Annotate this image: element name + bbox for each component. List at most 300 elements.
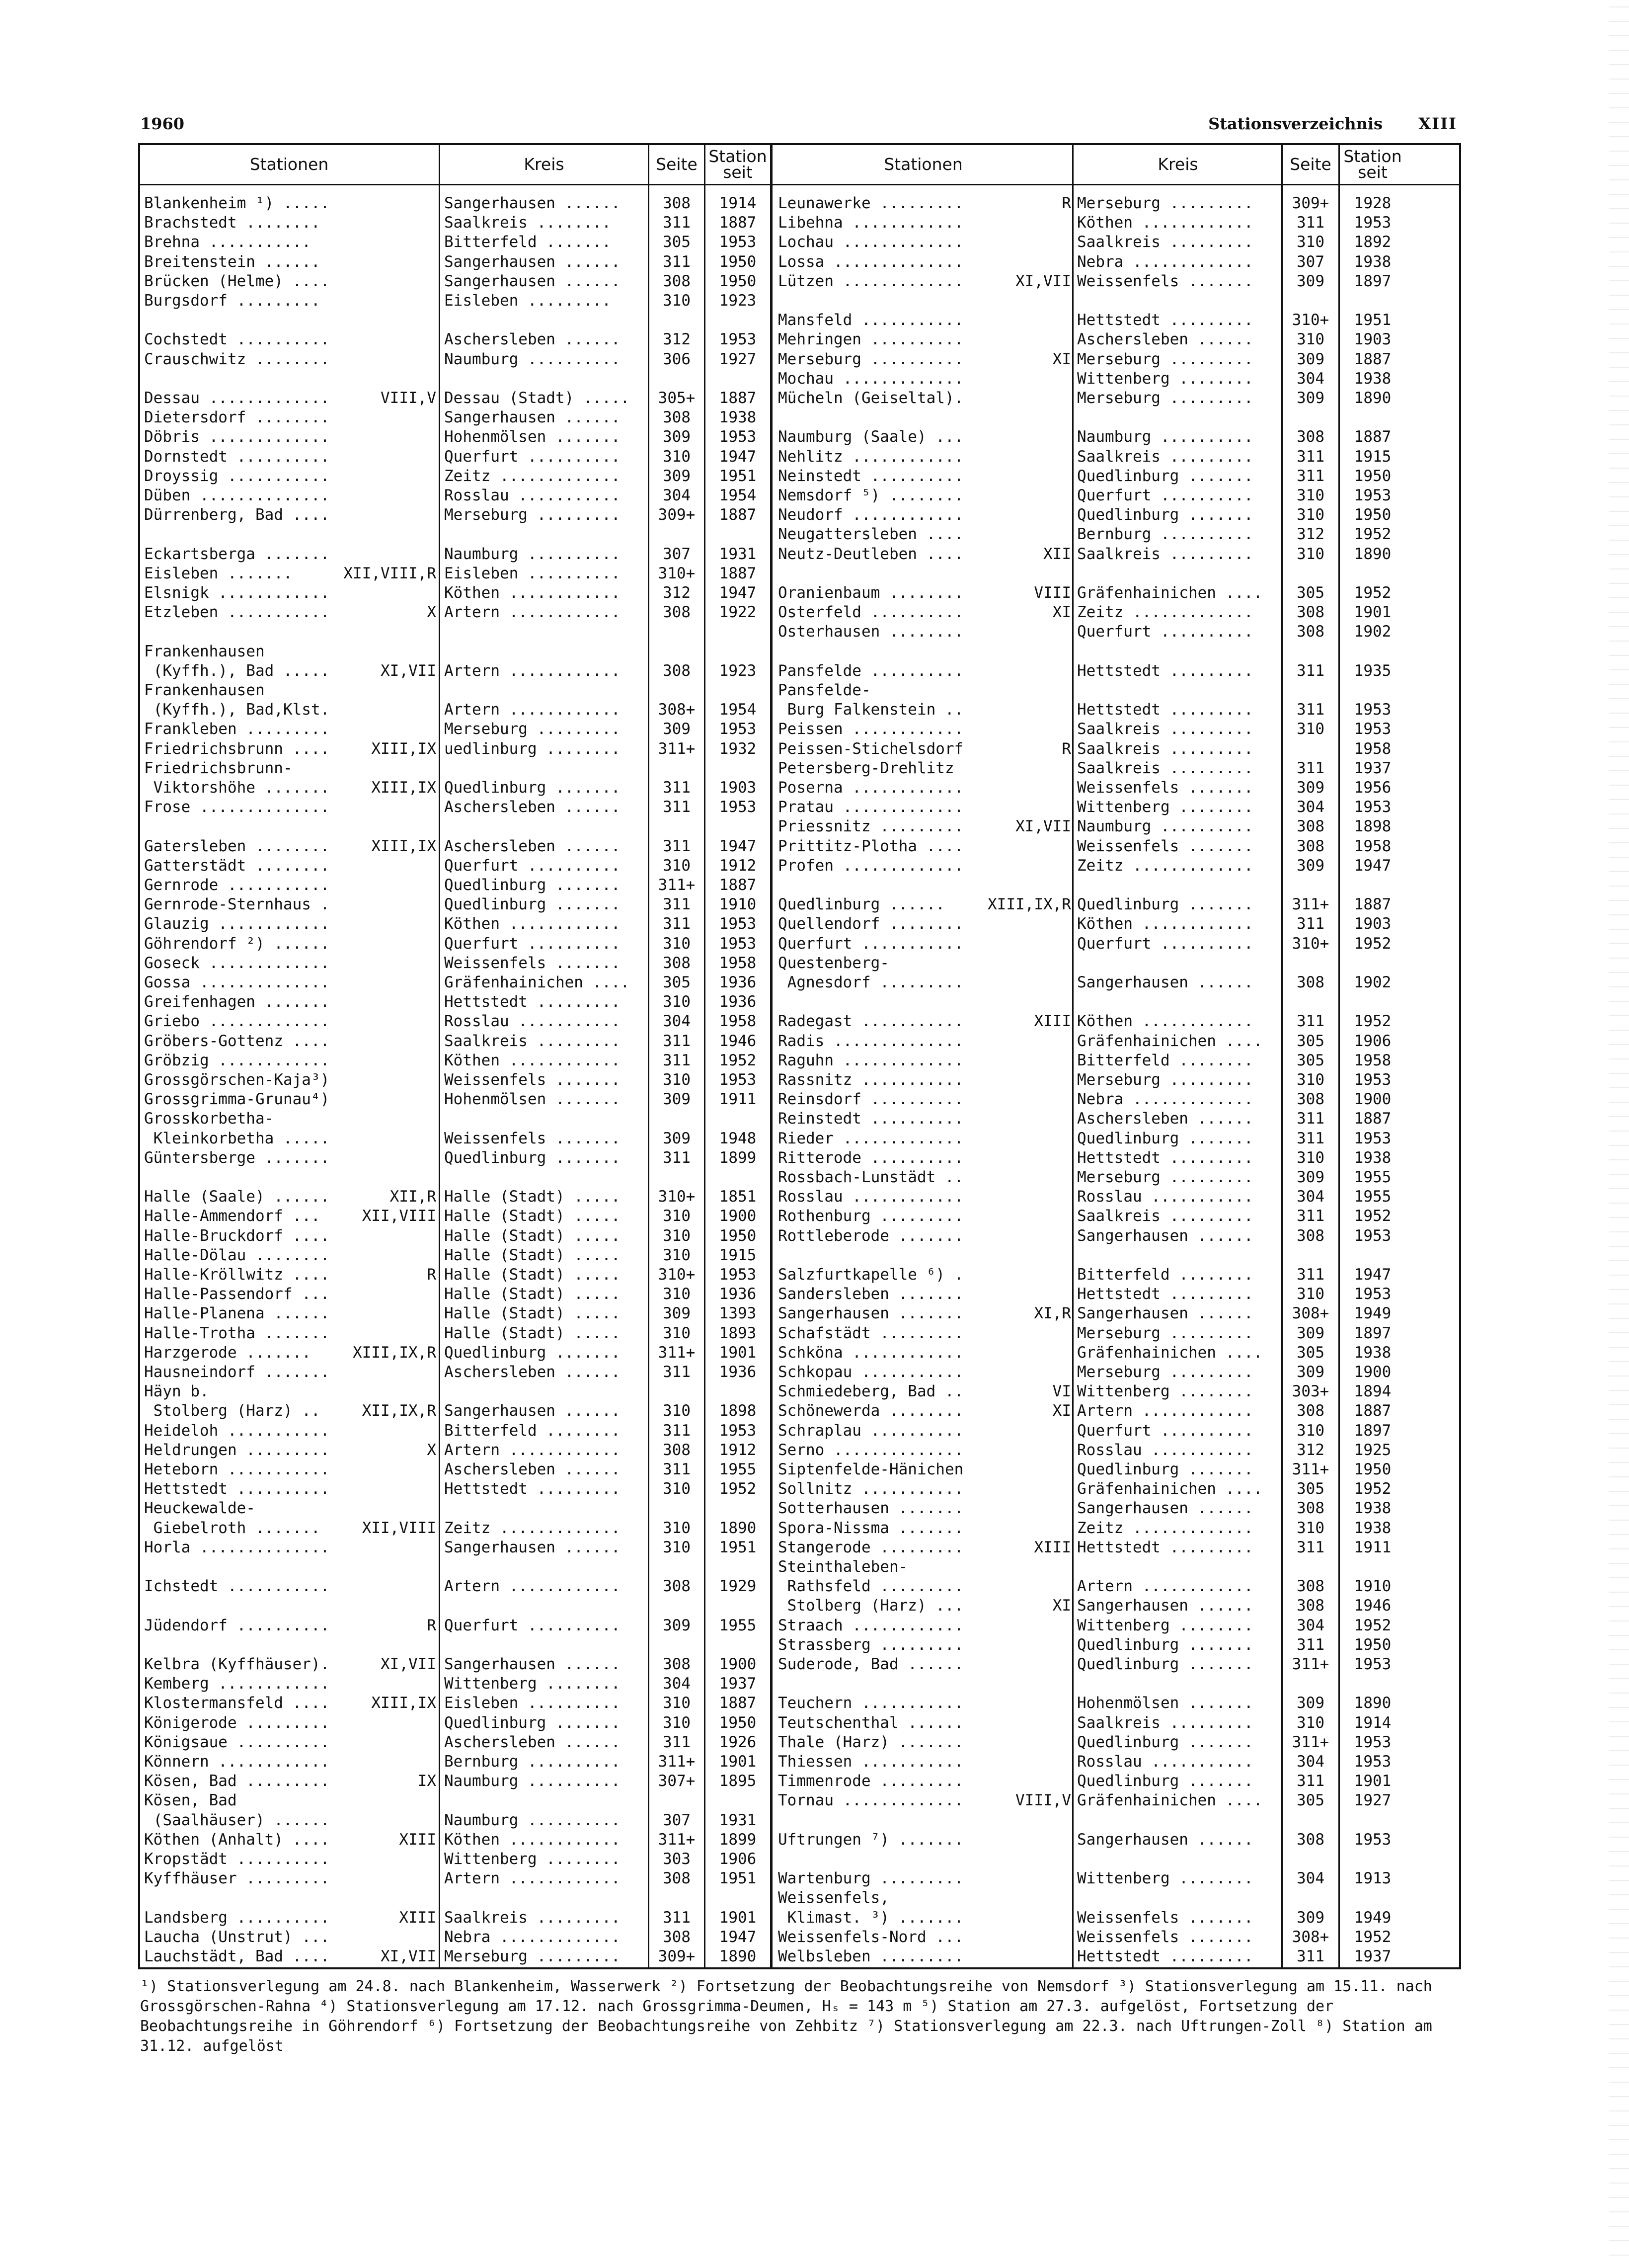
kreis-name: Merseburg ......... (444, 720, 621, 738)
station-name: Kelbra (Kyffhäuser). (144, 1655, 330, 1673)
kreis-name: Hettstedt ......... (1077, 1285, 1253, 1303)
station-since: 1953 (1354, 1071, 1392, 1089)
station-name: Sollnitz ........... (778, 1480, 964, 1498)
page-ref: 311 (663, 837, 691, 855)
station-since: 1950 (1354, 1635, 1392, 1654)
station-name: Rossbach-Lunstädt .. (778, 1168, 964, 1186)
page-ref: 305 (1297, 1343, 1324, 1362)
kreis-name: Querfurt .......... (444, 447, 621, 466)
kreis-name: Querfurt .......... (444, 934, 621, 953)
station-name: Neutz-Deutleben .... (778, 545, 964, 563)
kreis-name: Quedlinburg ....... (1077, 1772, 1253, 1790)
kreis-name: Quedlinburg ....... (1077, 1655, 1253, 1673)
kreis-name: Eisleben .......... (444, 1694, 621, 1712)
kreis-name: Naumburg .......... (444, 545, 621, 563)
kreis-name: Sangerhausen ...... (1077, 1226, 1253, 1245)
station-since: 1938 (1354, 1343, 1392, 1362)
page-ref: 310 (663, 1285, 691, 1303)
col-header-station-right: Stationen (884, 155, 963, 174)
station-since: 1914 (719, 194, 757, 212)
kreis-name: Saalkreis ......... (1077, 1713, 1253, 1732)
kreis-name: Hettstedt ......... (444, 993, 621, 1011)
station-since: 1937 (719, 1675, 757, 1693)
station-name: Droyssig ........... (144, 467, 330, 485)
station-mark: XIII,IX (371, 1694, 436, 1712)
col-header-seit-line1: Station (1343, 147, 1402, 166)
table-row (140, 1460, 1459, 1479)
header-separator (140, 184, 1459, 185)
kreis-name: Aschersleben ...... (444, 1460, 621, 1478)
page-ref: 311 (663, 1908, 691, 1927)
page-ref: 308 (663, 1869, 691, 1888)
page-ref: 310 (1297, 545, 1324, 563)
page-ref: 310 (663, 1694, 691, 1712)
station-since: 1915 (1354, 447, 1392, 466)
station-since: 1953 (719, 1266, 757, 1284)
kreis-name: uedlinburg ........ (444, 739, 621, 758)
table-row (140, 1557, 1459, 1577)
station-since: 1900 (719, 1655, 757, 1673)
page-ref: 308 (1297, 1830, 1324, 1849)
station-name: Dessau ............. (144, 389, 330, 407)
station-since: 1892 (1354, 233, 1392, 251)
station-mark: XI (1052, 603, 1071, 622)
station-since: 1893 (719, 1324, 757, 1342)
station-name: Schköna ............ (778, 1343, 964, 1362)
page-ref: 310+ (658, 1188, 696, 1206)
page-ref: 309 (1297, 856, 1324, 875)
station-mark: X (427, 603, 436, 622)
station-since: 1914 (1354, 1713, 1392, 1732)
kreis-name: Zeitz ............. (1077, 1519, 1253, 1537)
station-name: Horla .............. (144, 1538, 330, 1556)
station-mark: R (1062, 194, 1071, 212)
station-name: Agnesdorf ......... (778, 973, 964, 991)
kreis-name: Saalkreis ......... (1077, 1207, 1253, 1225)
kreis-name: Naumburg .......... (1077, 428, 1253, 446)
station-name: Göhrendorf ²) ...... (144, 934, 330, 953)
kreis-name: Merseburg ......... (1077, 389, 1253, 407)
station-name: Quedlinburg ...... (778, 895, 945, 914)
station-since: 1895 (719, 1772, 757, 1790)
kreis-name: Bitterfeld ....... (444, 233, 611, 251)
page-ref: 311 (663, 1148, 691, 1167)
station-since: 1937 (1354, 1947, 1392, 1965)
station-name: Kösen, Bad ......... (144, 1772, 330, 1790)
table-row (140, 1655, 1459, 1674)
station-since: 1901 (719, 1343, 757, 1362)
page-ref: 308 (663, 1655, 691, 1673)
station-name: Serno .............. (778, 1441, 964, 1459)
page-ref: 308 (663, 194, 691, 212)
page-ref: 309 (1297, 1363, 1324, 1381)
station-name: Eckartsberga ....... (144, 545, 330, 563)
station-name: Gernrode ........... (144, 876, 330, 894)
kreis-name: Rosslau ........... (1077, 1441, 1253, 1459)
kreis-name: Quedlinburg ....... (1077, 1460, 1253, 1478)
kreis-name: Quedlinburg ....... (444, 1713, 621, 1732)
table-row (140, 1674, 1459, 1694)
station-name: Burg Falkenstein .. (778, 701, 964, 719)
kreis-name: Weissenfels ....... (1077, 272, 1253, 290)
station-since: 1950 (719, 272, 757, 290)
station-name: Timmenrode ......... (778, 1772, 964, 1790)
kreis-name: Weissenfels ....... (444, 1129, 621, 1147)
page-ref: 309 (1297, 779, 1324, 797)
page-ref: 310 (663, 1538, 691, 1556)
page-ref: 310 (663, 856, 691, 875)
page-ref: 310 (663, 1713, 691, 1732)
station-since: 1955 (719, 1460, 757, 1478)
station-name: Königerode ......... (144, 1713, 330, 1732)
station-since: 1947 (1354, 856, 1392, 875)
station-mark: XI,VII (381, 661, 436, 680)
station-since: 1954 (719, 486, 757, 504)
kreis-name: Hohenmölsen ....... (444, 1090, 621, 1109)
kreis-name: Halle (Stadt) ..... (444, 1207, 621, 1225)
station-since: 1897 (1354, 1421, 1392, 1440)
station-since: 1901 (1354, 1772, 1392, 1790)
station-name: Prittitz-Plotha .... (778, 837, 964, 855)
kreis-name: Merseburg ......... (1077, 1168, 1253, 1186)
station-since: 1911 (1354, 1538, 1392, 1556)
table-row (140, 1830, 1459, 1850)
kreis-name: Quedlinburg ....... (444, 895, 621, 914)
table-row (140, 545, 1459, 564)
page-ref: 310 (663, 1226, 691, 1245)
station-name: Rottleberode ....... (778, 1226, 964, 1245)
station-name: Sangerhausen ....... (778, 1304, 964, 1323)
kreis-name: Bitterfeld ........ (1077, 1266, 1253, 1284)
station-since: 1903 (719, 779, 757, 797)
page-ref: 310 (1297, 233, 1324, 251)
station-since: 1936 (719, 1363, 757, 1381)
page-ref: 307 (663, 1811, 691, 1829)
page-ref: 308 (1297, 603, 1324, 622)
table-row (140, 194, 1459, 213)
station-since: 1947 (719, 584, 757, 602)
station-name: Laucha (Unstrut) ... (144, 1928, 330, 1946)
station-since: 1953 (1354, 1129, 1392, 1147)
kreis-name: Hettstedt ......... (1077, 1538, 1253, 1556)
table-row (140, 505, 1459, 525)
station-since: 1902 (1354, 973, 1392, 991)
table-row (140, 1772, 1459, 1791)
page-ref: 311 (1297, 214, 1324, 232)
station-mark: XIII,IX,R (353, 1343, 436, 1362)
station-since: 1887 (1354, 1110, 1392, 1128)
station-name: Siptenfelde-Hänichen (778, 1460, 964, 1478)
table-row (140, 1187, 1459, 1207)
page-ref: 312 (1297, 525, 1324, 544)
kreis-name: Nebra ............. (1077, 252, 1253, 271)
kreis-name: Gräfenhainichen .... (1077, 584, 1263, 602)
kreis-name: Querfurt .......... (444, 1616, 621, 1634)
station-name: Kemberg ............ (144, 1675, 330, 1693)
station-name: Halle-Ammendorf ... (144, 1207, 320, 1225)
kreis-name: Merseburg ......... (1077, 1363, 1253, 1381)
page-ref: 310 (663, 292, 691, 310)
kreis-name: Bitterfeld ........ (444, 1421, 621, 1440)
station-since: 1938 (1354, 1519, 1392, 1537)
kreis-name: Wittenberg ........ (1077, 369, 1253, 388)
station-name: Gossa .............. (144, 973, 330, 991)
station-name: Naumburg (Saale) ... (778, 428, 964, 446)
station-since: 1913 (1354, 1869, 1392, 1888)
table-row (140, 1850, 1459, 1869)
station-since: 1887 (719, 1694, 757, 1712)
station-name: Kleinkorbetha ..... (144, 1129, 330, 1147)
table-row (140, 934, 1459, 954)
station-name: Breitenstein ...... (144, 252, 320, 271)
page-ref: 310 (1297, 1713, 1324, 1732)
page-ref: 309 (663, 1090, 691, 1109)
kreis-name: Querfurt .......... (1077, 934, 1253, 953)
kreis-name: Köthen ............ (1077, 915, 1253, 933)
table-row (140, 350, 1459, 369)
page-ref: 311 (1297, 467, 1324, 485)
table-row (140, 1694, 1459, 1713)
station-since: 1953 (1354, 701, 1392, 719)
station-since: 1887 (719, 876, 757, 894)
station-since: 1936 (719, 993, 757, 1011)
station-name: Querfurt ........... (778, 934, 964, 953)
page-ref: 308 (1297, 973, 1324, 991)
station-since: 1956 (1354, 779, 1392, 797)
station-name: Mücheln (Geiseltal). (778, 389, 964, 407)
station-name: Schönewerda ........ (778, 1402, 964, 1420)
table-row (140, 233, 1459, 252)
page-ref: 309+ (1292, 194, 1329, 212)
station-since: 1911 (719, 1090, 757, 1109)
page-ref: 310 (1297, 486, 1324, 504)
station-name: Mehringen .......... (778, 330, 964, 349)
table-row (140, 1752, 1459, 1772)
kreis-name: Querfurt .......... (1077, 1421, 1253, 1440)
page-ref: 308 (663, 603, 691, 622)
station-name: Profen ............. (778, 856, 964, 875)
page-ref: 311 (1297, 1207, 1324, 1225)
page-ref: 311 (1297, 1012, 1324, 1031)
station-since: 1899 (719, 1148, 757, 1167)
page-ref: 311 (1297, 1110, 1324, 1128)
station-since: 1887 (719, 564, 757, 582)
station-name: Petersberg-Drehlitz (778, 759, 964, 777)
station-name: Crauschwitz ........ (144, 350, 330, 368)
table-row (140, 1596, 1459, 1616)
page-ref: 309 (1297, 272, 1324, 290)
station-since: 1953 (1354, 798, 1392, 816)
page-ref: 305 (1297, 1791, 1324, 1810)
station-mark: XIII (399, 1830, 436, 1849)
table-row (140, 564, 1459, 583)
kreis-name: Merseburg ......... (1077, 350, 1253, 368)
station-mark: XIII,IX (371, 779, 436, 797)
station-since: 1923 (719, 292, 757, 310)
station-since: 1887 (719, 214, 757, 232)
table-row (140, 759, 1459, 778)
station-name: Leunawerke ......... (778, 194, 964, 212)
station-since: 1927 (719, 350, 757, 368)
station-name: Peissen-Stichelsdorf (778, 739, 964, 758)
station-mark: XIII,IX,R (988, 895, 1071, 914)
station-since: 1910 (1354, 1577, 1392, 1596)
table-row (140, 1888, 1459, 1908)
page-ref: 310 (663, 1207, 691, 1225)
page-ref: 310 (1297, 1519, 1324, 1537)
station-name: Gatersleben ........ (144, 837, 330, 855)
page-ref: 310 (663, 1246, 691, 1264)
page-ref: 309 (663, 428, 691, 446)
station-name: Radis .............. (778, 1032, 964, 1050)
station-name: Blankenheim ¹) ..... (144, 194, 330, 212)
station-since: 1926 (719, 1733, 757, 1751)
kreis-name: Merseburg ......... (444, 1947, 621, 1965)
table-row (140, 213, 1459, 233)
station-name: Neugattersleben .... (778, 525, 964, 544)
station-since: 1900 (1354, 1363, 1392, 1381)
station-name: Straach ............ (778, 1616, 964, 1634)
table-row (140, 973, 1459, 992)
station-mark: R (1062, 739, 1071, 758)
page-ref: 311 (663, 252, 691, 271)
table-row (140, 1304, 1459, 1323)
station-name: Könnern ............ (144, 1753, 330, 1771)
kreis-name: Naumburg .......... (444, 350, 621, 368)
kreis-name: Sangerhausen ...... (444, 1402, 621, 1420)
table-row (140, 1070, 1459, 1090)
station-name: Heideloh ........... (144, 1421, 330, 1440)
col-header-station-seit-right (1340, 145, 1405, 184)
table-row (140, 427, 1459, 447)
station-since: 1890 (719, 1947, 757, 1965)
station-since: 1947 (719, 837, 757, 855)
kreis-name: Saalkreis ......... (1077, 233, 1253, 251)
table-row (140, 408, 1459, 427)
station-since: 1890 (1354, 545, 1392, 563)
table-row (140, 1791, 1459, 1810)
table-row (140, 1869, 1459, 1888)
station-name: Raguhn ............. (778, 1051, 964, 1069)
station-name: Rathsfeld ......... (778, 1577, 964, 1596)
page-ref: 304 (1297, 1188, 1324, 1206)
station-name: Lauchstädt, Bad .... (144, 1947, 330, 1965)
page-ref: 310 (663, 1324, 691, 1342)
kreis-name: Wittenberg ........ (1077, 798, 1253, 816)
station-name: Sandersleben ....... (778, 1285, 964, 1303)
station-name: Grosskorbetha- (144, 1110, 274, 1128)
kreis-name: Naumburg .......... (444, 1772, 621, 1790)
col-header-seit-line1: Station (708, 147, 767, 166)
kreis-name: Artern ............ (444, 1869, 621, 1888)
page-ref: 310 (663, 1071, 691, 1089)
station-name: Priessnitz ......... (778, 817, 964, 836)
page-ref: 311+ (1292, 1460, 1329, 1478)
station-mark: XII (1043, 545, 1071, 563)
page-ref: 311 (663, 779, 691, 797)
kreis-name: Hettstedt ......... (444, 1480, 621, 1498)
station-name: Oranienbaum ........ (778, 584, 964, 602)
station-mark: XI (1052, 350, 1071, 368)
kreis-name: Quedlinburg ....... (1077, 467, 1253, 485)
station-name: Brachstedt ........ (144, 214, 320, 232)
table-row (140, 1908, 1459, 1928)
kreis-name: Hettstedt ......... (1077, 661, 1253, 680)
station-mark: XI (1052, 1597, 1071, 1615)
page-year: 1960 (140, 114, 185, 133)
kreis-name: Hettstedt ......... (1077, 1148, 1253, 1167)
station-since: 1947 (719, 447, 757, 466)
station-name: Welbsleben ......... (778, 1947, 964, 1965)
kreis-name: Sangerhausen ...... (444, 252, 621, 271)
page-ref: 308+ (1292, 1304, 1329, 1323)
kreis-name: Hettstedt ......... (1077, 701, 1253, 719)
station-name: Salzfurtkapelle ⁶) . (778, 1266, 964, 1284)
kreis-name: Wittenberg ........ (1077, 1616, 1253, 1634)
page-ref: 309 (1297, 1168, 1324, 1186)
station-name: Lützen ............. (778, 272, 964, 290)
kreis-name: Naumburg .......... (1077, 817, 1253, 836)
kreis-name: Aschersleben ...... (444, 798, 621, 816)
station-since: 1952 (1354, 1480, 1392, 1498)
page-ref: 308 (1297, 1090, 1324, 1109)
page-ref: 303 (663, 1850, 691, 1868)
page-ref: 308 (1297, 1577, 1324, 1596)
kreis-name: Köthen ............ (1077, 1012, 1253, 1031)
page-ref: 311 (663, 895, 691, 914)
station-name: Landsberg .......... (144, 1908, 330, 1927)
station-since: 1898 (719, 1402, 757, 1420)
station-since: 1951 (719, 1869, 757, 1888)
kreis-name: Weissenfels ....... (1077, 837, 1253, 855)
station-since: 1949 (1354, 1304, 1392, 1323)
station-name: Strassberg ......... (778, 1635, 964, 1654)
station-since: 1928 (1354, 194, 1392, 212)
table-row (140, 778, 1459, 798)
station-since: 1901 (719, 1908, 757, 1927)
scan-edge-artifact (1609, 0, 1629, 2268)
station-name: Döbris ............. (144, 428, 330, 446)
station-name: Heldrungen ......... (144, 1441, 330, 1459)
page-ref: 308+ (1292, 1928, 1329, 1946)
station-since: 1902 (1354, 623, 1392, 641)
page-ref: 311 (1297, 701, 1324, 719)
station-name: Ichstedt ........... (144, 1577, 330, 1596)
station-since: 1952 (1354, 934, 1392, 953)
station-name: Weissenfels-Nord ... (778, 1928, 964, 1946)
page-ref: 311 (1297, 1266, 1324, 1284)
page-ref: 311+ (658, 1343, 696, 1362)
station-since: 1946 (1354, 1597, 1392, 1615)
station-name: Steinthaleben- (778, 1558, 908, 1576)
station-name: Heuckewalde- (144, 1499, 255, 1518)
col-header-kreis: Kreis (524, 155, 564, 174)
page-ref: 312 (1297, 1441, 1324, 1459)
kreis-name: Quedlinburg ....... (444, 876, 621, 894)
kreis-name: Gräfenhainichen .... (1077, 1480, 1263, 1498)
page-ref: 311 (663, 1032, 691, 1050)
table-row (140, 311, 1459, 330)
kreis-name: Zeitz ............. (1077, 856, 1253, 875)
station-name: Mansfeld ........... (778, 311, 964, 329)
kreis-name: Halle (Stadt) ..... (444, 1324, 621, 1342)
station-since: 1955 (1354, 1168, 1392, 1186)
table-row (140, 1148, 1459, 1168)
page-ref: 308+ (658, 701, 696, 719)
kreis-name: Sangerhausen ...... (444, 408, 621, 427)
kreis-name: Köthen ............ (444, 1830, 621, 1849)
kreis-name: Wittenberg ........ (1077, 1869, 1253, 1888)
